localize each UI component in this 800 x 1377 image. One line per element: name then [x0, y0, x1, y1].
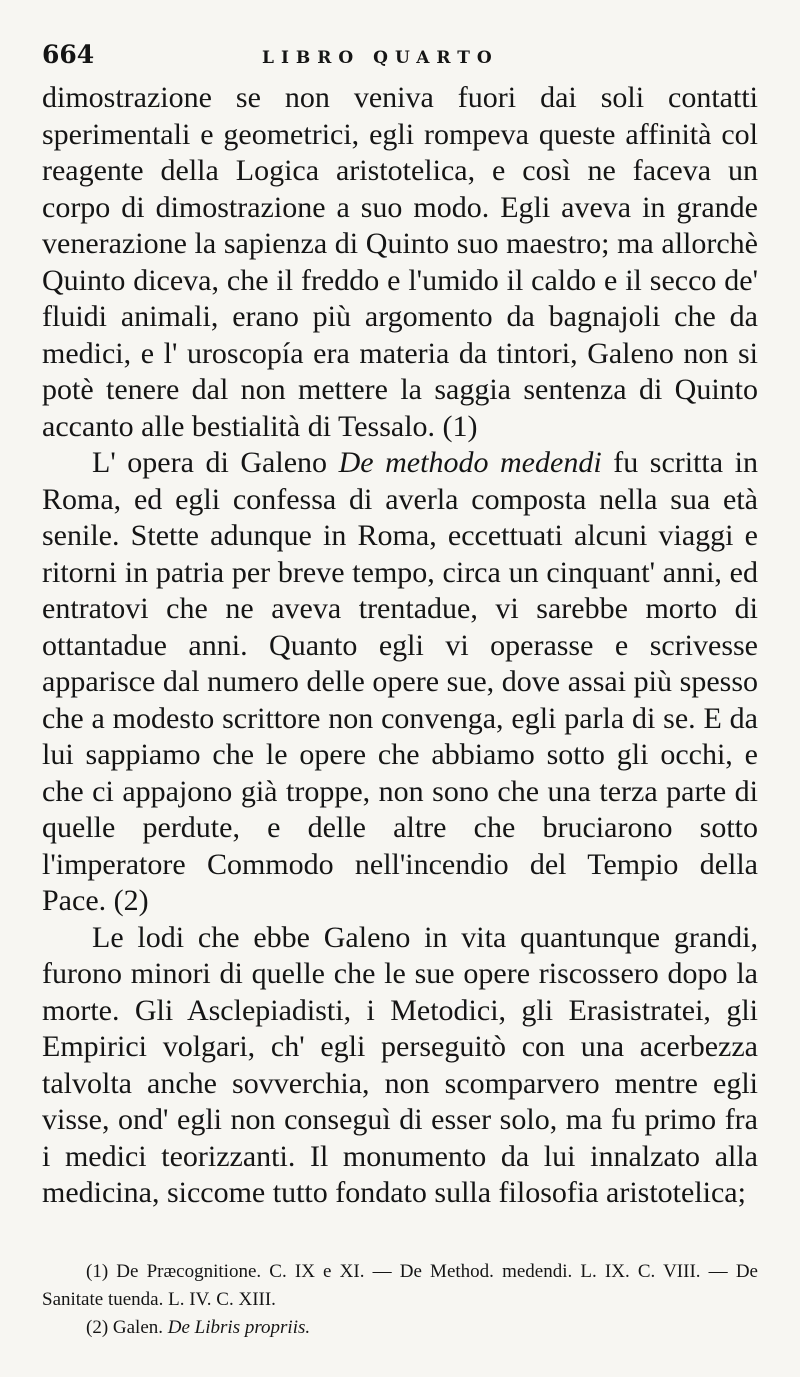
footnote-2-title: De Libris propriis. [167, 1317, 311, 1338]
work-title-de-methodo-medendi: De methodo medendi [338, 446, 602, 479]
paragraph-2-rest: fu scritta in Roma, ed egli confessa di averla composta nella sua età senile. Stette adunque in Roma, eccettuati alcuni viaggi e ritorni in patria per breve tempo, circa un cinquant' anni, ed entratovi che ne aveva trentadue, vi sarebbe morto di ottantadue anni. Quanto egli vi operasse e scrivesse apparisce dal numero delle opere sue, dove assai più spesso che a modesto scrittore non convenga, egli parla di se. E da lui sappiamo che le opere che abbiamo sotto gli occhi, e che ci appajono già troppe, non sono che una terza parte di quelle perdute, e delle altre che bruciarono sotto l'imperatore Commodo nell'incendio del Tempio della Pace. (2) [42, 446, 758, 917]
footnote-1: (1) De Præcognitione. C. IX e XI. — De Method. medendi. L. IX. C. VIII. — De Sanitate tuenda. L. IV. C. XIII. [42, 1261, 758, 1310]
footnote-2-lead: (2) Galen. [86, 1317, 168, 1338]
paragraph-1: dimostrazione se non veniva fuori dai soli contatti sperimentali e geometrici, egli rompeva queste affinità col reagente della Logica aristotelica, e così ne faceva un corpo di dimostrazione a suo modo. Egli aveva in grande venerazione la sapienza di Quinto suo maestro; ma allorchè Quinto diceva, che il freddo e l'umido il caldo e il secco de' fluidi animali, erano più argomento da bagnajoli che da medici, e l' uroscopía era materia da tintori, Galeno non si potè tenere dal non mettere la saggia sentenza di Quinto accanto alle bestialità di Tessalo. (1) [42, 81, 758, 443]
paragraph-2-lead: L' opera di Galeno [92, 446, 339, 479]
paragraph-3: Le lodi che ebbe Galeno in vita quantunque grandi, furono minori di quelle che le sue opere riscossero dopo la morte. Gli Asclepiadisti, i Metodici, gli Erasistratei, gli Empirici volgari, ch' egli perseguitò con una acerbezza talvolta anche sovverchia, non scomparvero mentre egli visse, ond' egli non conseguì di esser solo, ma fu primo fra i medici teorizzanti. Il monumento da lui innalzato alla medicina, siccome tutto fondato sulla filosofia aristotelica; [42, 920, 758, 1209]
page-header [42, 40, 758, 80]
page-number: 664 [42, 40, 95, 69]
paragraph-2 [42, 445, 758, 920]
running-head: LIBRO QUARTO [262, 48, 499, 68]
footnotes [42, 1258, 758, 1342]
footnote-2 [42, 1314, 758, 1342]
body-text [42, 80, 758, 1212]
